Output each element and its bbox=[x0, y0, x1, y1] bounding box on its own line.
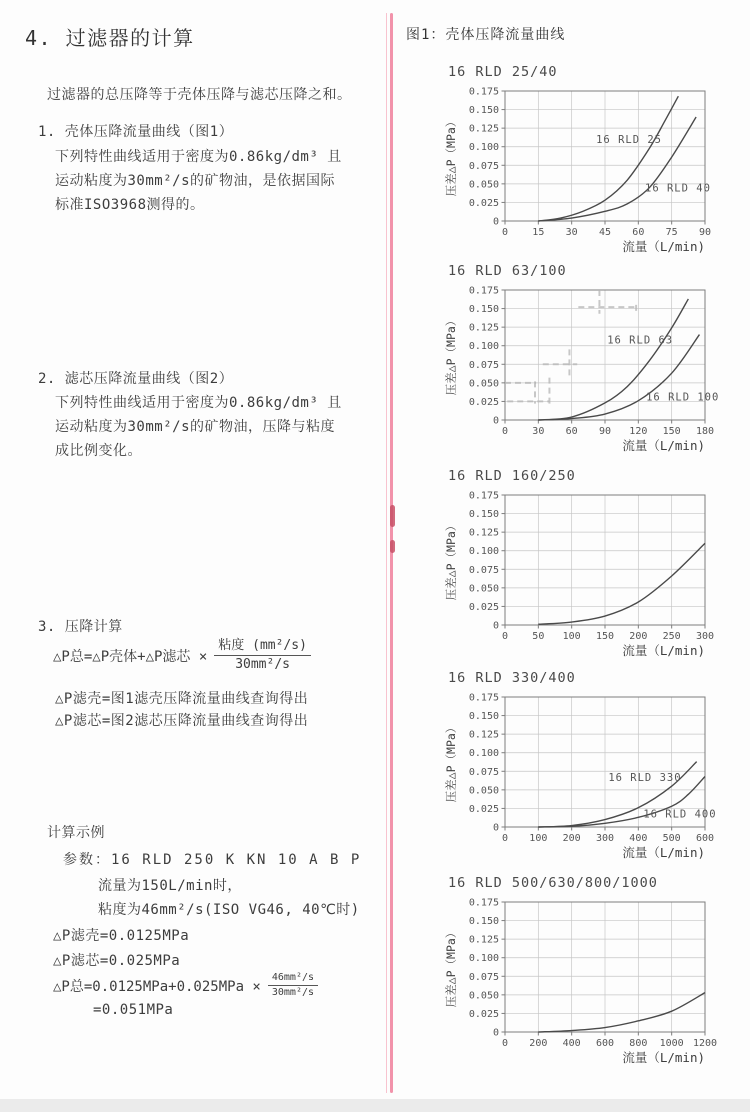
chart-canvas bbox=[443, 489, 721, 661]
section-2-line: 运动粘度为30mm²/s的矿物油，压降与粘度 bbox=[55, 419, 336, 435]
curve-label: 16 RLD 25 bbox=[596, 134, 663, 146]
y-tick-label: 0.150 bbox=[468, 304, 499, 316]
x-tick-label: 120 bbox=[629, 426, 648, 437]
formula-lhs: △P总=△P壳体+△P滤芯 × bbox=[53, 648, 208, 665]
chart-canvas bbox=[443, 85, 721, 257]
y-tick-label: 0.175 bbox=[468, 86, 499, 98]
y-tick-label: 0.150 bbox=[468, 105, 499, 117]
chart-16-rld-160-250 bbox=[443, 468, 725, 665]
x-tick-label: 180 bbox=[695, 426, 715, 437]
chart-canvas-host bbox=[443, 691, 725, 867]
y-tick-label: 0 bbox=[492, 216, 499, 228]
y-tick-label: 0.150 bbox=[468, 916, 499, 928]
y-tick-label: 0.175 bbox=[468, 490, 499, 502]
chart-title: 16 RLD 500/630/800/1000 bbox=[448, 875, 658, 891]
chart-title: 16 RLD 25/40 bbox=[448, 64, 558, 80]
y-tick-label: 0.125 bbox=[468, 934, 499, 946]
x-tick-label: 60 bbox=[632, 227, 645, 238]
curve-16-rld-100 bbox=[538, 335, 699, 420]
y-tick-label: 0 bbox=[492, 620, 499, 632]
example-result: △P滤壳=0.0125MPa bbox=[53, 928, 190, 944]
y-tick-label: 0.175 bbox=[468, 285, 499, 297]
section-2-line: 成比例变化。 bbox=[55, 443, 142, 459]
page-divider-soft-edge bbox=[386, 13, 387, 1093]
x-tick-label: 100 bbox=[562, 631, 581, 642]
x-tick-label: 30 bbox=[532, 426, 545, 437]
y-tick-label: 0 bbox=[492, 415, 499, 427]
y-tick-label: 0.125 bbox=[468, 123, 499, 135]
y-axis-label: 压差△P（MPa） bbox=[444, 314, 458, 396]
y-tick-label: 0.100 bbox=[468, 748, 499, 760]
y-axis-label: 压差△P（MPa） bbox=[444, 519, 458, 601]
curve-16-rld-160-250 bbox=[538, 543, 705, 624]
x-tick-label: 300 bbox=[595, 833, 615, 844]
x-tick-label: 100 bbox=[529, 833, 548, 844]
example-total-result: =0.051MPa bbox=[93, 1002, 174, 1018]
y-axis-label: 压差△P（MPa） bbox=[444, 115, 458, 197]
chart-title: 16 RLD 63/100 bbox=[448, 263, 567, 279]
x-tick-label: 200 bbox=[629, 631, 648, 642]
scan-edge-band bbox=[0, 1099, 750, 1112]
x-tick-label: 400 bbox=[629, 833, 648, 844]
x-tick-label: 600 bbox=[595, 1038, 615, 1049]
fraction-denominator: 30mm²/s bbox=[235, 657, 290, 673]
y-tick-label: 0 bbox=[492, 822, 499, 834]
chart-canvas-host bbox=[443, 85, 725, 261]
page-title: 4. 过滤器的计算 bbox=[25, 26, 195, 50]
chart-canvas-host bbox=[443, 489, 725, 665]
y-tick-label: 0.100 bbox=[468, 341, 499, 353]
y-tick-label: 0.100 bbox=[468, 546, 499, 558]
y-tick-label: 0.075 bbox=[468, 971, 499, 983]
y-tick-label: 0.050 bbox=[468, 378, 499, 390]
y-tick-label: 0.025 bbox=[468, 1008, 499, 1020]
x-tick-label: 200 bbox=[529, 1038, 548, 1049]
example-total-formula bbox=[53, 972, 318, 999]
x-tick-label: 200 bbox=[562, 833, 581, 844]
x-tick-label: 1200 bbox=[692, 1038, 718, 1049]
x-tick-label: 800 bbox=[629, 1038, 648, 1049]
pressure-drop-formula bbox=[53, 638, 311, 674]
fraction-numerator: 粘度 (mm²/s) bbox=[214, 638, 311, 656]
y-axis-label: 压差△P（MPa） bbox=[444, 721, 458, 803]
formula-note: △P滤壳=图1滤壳压降流量曲线查询得出 bbox=[55, 691, 309, 707]
curve-label: 16 RLD 330 bbox=[608, 771, 682, 784]
y-tick-label: 0.125 bbox=[468, 729, 499, 741]
curve-label: 16 RLD 63 bbox=[607, 334, 674, 347]
curve-16-rld-500-630-800-1000 bbox=[538, 993, 705, 1032]
chart-canvas-host bbox=[443, 284, 725, 460]
example-result: △P滤芯=0.025MPa bbox=[53, 953, 181, 969]
y-tick-label: 0.025 bbox=[468, 396, 499, 408]
chart-canvas bbox=[443, 896, 721, 1068]
y-tick-label: 0.075 bbox=[468, 160, 499, 172]
y-tick-label: 0.125 bbox=[468, 322, 499, 334]
x-axis-label: 流量（L/min) bbox=[622, 239, 705, 254]
x-axis-label: 流量（L/min) bbox=[622, 643, 705, 658]
section-1-heading: 1. 壳体压降流量曲线（图1） bbox=[38, 124, 234, 140]
chart-16-rld-25-40 bbox=[443, 64, 725, 261]
x-tick-label: 400 bbox=[562, 1038, 581, 1049]
chart-title: 16 RLD 330/400 bbox=[448, 670, 576, 686]
x-axis-label: 流量（L/min) bbox=[622, 438, 705, 453]
y-tick-label: 0.050 bbox=[468, 990, 499, 1002]
x-tick-label: 50 bbox=[532, 631, 545, 642]
section-1-line: 下列特性曲线适用于密度为0.86kg/dm³ 且 bbox=[55, 149, 342, 165]
x-tick-label: 0 bbox=[501, 426, 509, 437]
x-tick-label: 500 bbox=[662, 833, 681, 844]
x-tick-label: 600 bbox=[695, 833, 715, 844]
example-fraction-denominator: 30mm²/s bbox=[271, 987, 315, 998]
y-tick-label: 0.075 bbox=[468, 564, 499, 576]
example-line: 流量为150L/min时， bbox=[98, 878, 242, 894]
scan-smudge bbox=[390, 540, 395, 553]
y-tick-label: 0.175 bbox=[468, 692, 499, 704]
x-tick-label: 45 bbox=[598, 227, 612, 238]
chart-16-rld-500-630-800-1000 bbox=[443, 875, 725, 1072]
curve-16-rld-40 bbox=[538, 117, 696, 221]
x-tick-label: 60 bbox=[565, 426, 578, 437]
y-tick-label: 0.075 bbox=[468, 766, 499, 778]
chart-title: 16 RLD 160/250 bbox=[448, 468, 576, 484]
section-1-line: 标准ISO3968测得的。 bbox=[55, 197, 205, 213]
y-tick-label: 0 bbox=[492, 1027, 499, 1039]
x-tick-label: 0 bbox=[501, 1038, 509, 1049]
y-tick-label: 0.125 bbox=[468, 527, 499, 539]
formula-fraction bbox=[214, 638, 311, 674]
page-divider-line bbox=[390, 13, 393, 1093]
curve-label: 16 RLD 100 bbox=[646, 391, 720, 404]
y-axis-label: 压差△P（MPa） bbox=[444, 926, 458, 1008]
y-tick-label: 0.100 bbox=[468, 953, 499, 965]
x-tick-label: 0 bbox=[501, 631, 509, 642]
intro-paragraph: 过滤器的总压降等于壳体压降与滤芯压降之和。 bbox=[47, 87, 352, 103]
x-tick-label: 15 bbox=[532, 227, 545, 238]
y-tick-label: 0.025 bbox=[468, 601, 499, 613]
y-tick-label: 0.050 bbox=[468, 179, 499, 191]
curve-label: 16 RLD 40 bbox=[645, 182, 711, 195]
y-tick-label: 0.175 bbox=[468, 897, 499, 909]
example-line: 粘度为46mm²/s(ISO VG46, 40℃时) bbox=[98, 902, 360, 918]
section-2-line: 下列特性曲线适用于密度为0.86kg/dm³ 且 bbox=[55, 395, 342, 411]
example-total-lhs: △P总=0.0125MPa+0.025MPa × bbox=[53, 978, 261, 995]
figure-header: 图1：壳体压降流量曲线 bbox=[406, 27, 566, 43]
x-tick-label: 300 bbox=[695, 631, 715, 642]
x-tick-label: 150 bbox=[662, 426, 681, 437]
chart-canvas bbox=[443, 691, 721, 863]
y-tick-label: 0.025 bbox=[468, 803, 499, 815]
example-total-fraction bbox=[268, 972, 318, 999]
x-tick-label: 90 bbox=[698, 227, 712, 238]
x-tick-label: 0 bbox=[501, 833, 509, 844]
y-tick-label: 0.150 bbox=[468, 711, 499, 723]
chart-16-rld-63-100 bbox=[443, 263, 725, 460]
x-tick-label: 250 bbox=[662, 631, 681, 642]
y-tick-label: 0.075 bbox=[468, 359, 499, 371]
x-tick-label: 90 bbox=[598, 426, 612, 437]
x-tick-label: 0 bbox=[501, 227, 509, 238]
x-tick-label: 30 bbox=[565, 227, 578, 238]
formula-note: △P滤芯=图2滤芯压降流量曲线查询得出 bbox=[55, 713, 309, 729]
x-tick-label: 150 bbox=[595, 631, 615, 642]
y-tick-label: 0.050 bbox=[468, 785, 499, 797]
section-2-heading: 2. 滤芯压降流量曲线（图2） bbox=[38, 371, 234, 387]
x-tick-label: 1000 bbox=[659, 1038, 684, 1049]
scan-smudge bbox=[390, 505, 395, 527]
x-axis-label: 流量（L/min) bbox=[622, 845, 705, 860]
x-axis-label: 流量（L/min) bbox=[622, 1050, 705, 1065]
chart-canvas-host bbox=[443, 896, 725, 1072]
section-1-line: 运动粘度为30mm²/s的矿物油，是依据国际 bbox=[55, 173, 336, 189]
example-heading: 计算示例 bbox=[47, 825, 105, 841]
curve-label: 16 RLD 400 bbox=[643, 808, 717, 821]
y-tick-label: 0.025 bbox=[468, 197, 499, 209]
section-3-heading: 3. 压降计算 bbox=[38, 619, 123, 635]
example-fraction-numerator: 46mm²/s bbox=[268, 972, 318, 986]
example-parameters: 参数：16 RLD 250 K KN 10 A B P bbox=[63, 852, 362, 868]
y-tick-label: 0.050 bbox=[468, 583, 499, 595]
y-tick-label: 0.150 bbox=[468, 509, 499, 521]
y-tick-label: 0.100 bbox=[468, 142, 499, 154]
x-tick-label: 75 bbox=[665, 227, 678, 238]
chart-16-rld-330-400 bbox=[443, 670, 725, 867]
chart-canvas bbox=[443, 284, 721, 456]
